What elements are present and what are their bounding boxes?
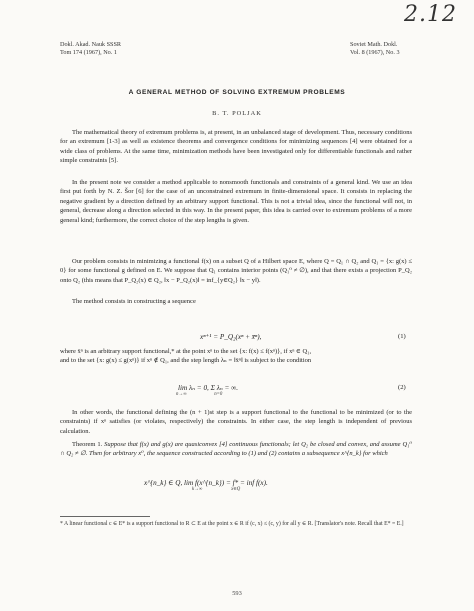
equation-2: lim λₙ = 0, Σ λₙ = ∞. <box>178 384 239 392</box>
paragraph-2: In the present note we consider a method applicable to nonsmooth functionals and constraints of a general kind. We use an idea first put forth by N. Z. Šor [6] for the case of an unconstrained extremum in finite-dimensional space. It consists in replacing the negative gradient by a direction defined by an arbitrary support functional. This is not a trivial idea, since the functional will not, in general, decrease along a direction selected in this way. In the present paper, this idea is carried over to extremum problems of a more general kind; furthermore, the correct choice of the step lengths is given. <box>60 179 412 224</box>
journal-header-left <box>60 41 121 57</box>
footnote: * A linear functional c ∈ E* is a support functional to R ⊂ E at the point x ∈ R if (c, x) ≤ (c, y) for all y ∈ R. [Translator's note. Recall that E* = E.] <box>60 521 404 527</box>
equation-2-subscripts: n→∞ n=0 <box>176 392 223 397</box>
after-eq1-line-2: and to the set {x: g(x) ≤ g(xⁿ)} if xⁿ ∉ Q₁, and the step length λₙ = ‖x̄ⁿ‖ is subject to the condition <box>60 357 312 365</box>
paragraph-5: In other words, the functional defining the (n + 1)st step is a support functional to the functional to be minimized (or to the constraints) if xⁿ satisfies (or violates, respectively) the constraints. In either case, the step length is independent of previous calculation. <box>60 409 412 435</box>
theorem-1 <box>60 440 412 459</box>
page-number: 593 <box>232 590 242 597</box>
intro-section <box>60 128 412 306</box>
paragraph-1: The mathematical theory of extremum problems is, at present, in an unbalanced stage of development. Thus, necessary conditions for an extremum [1-3] as well as existence theorems and convergence conditions for minimizing sequences [4] were obtained for a wide class of problems. At the same time, minimization methods have been investigated only for differentiable functionals and rather simple constraints [5]. <box>60 129 412 165</box>
handwritten-note: 2.12 <box>404 2 457 27</box>
journal-header-right <box>350 41 400 57</box>
after-eq1-line-1: where x̄ⁿ is an arbitrary support functional,* at the point xⁿ to the set {x: f(x) ≤ f(xⁿ)}, if xⁿ ∈ Q₁, <box>60 348 312 355</box>
header-left-line-1: Dokl. Akad. Nauk SSSR <box>60 41 122 48</box>
equation-1-number: (1) <box>398 333 406 340</box>
paper-author: B. T. POLJAK <box>212 110 262 117</box>
steps-paragraph <box>60 408 412 436</box>
paragraph-3: Our problem consists in minimizing a functional f(x) on a subset Q of a Hilbert space E, where Q = Q₁ ∩ Q₂ and Q₁ = {x: g(x) ≤ 0} for some functional g defined on E. We suppose that Q₁ contains interior points (Q₁⁰ ≠ ∅), and that there exists a projection P_Q₂ onto Q₂ (this means that P_Q₂(x) ∈ Q₂, ‖x − P_Q₂(x)‖ = inf_{y∈Q₂} ‖x − y‖). <box>60 258 412 284</box>
header-right-line-2: Vol. 8 (1967), No. 3 <box>350 49 400 56</box>
equation-3: x^{n_k} ∈ Q, lim f(x^{n_k}) = f* = inf f(x). <box>144 479 268 487</box>
theorem-text: Suppose that f(x) and g(x) are quasiconvex [4] continuous functionals; let Q₂ be closed and convex, and assume Q₁⁰ ∩ Q₂ ≠ ∅. Then for arbitrary x⁰, the sequence constructed according to (1) and (2) contains a subsequence x^{n_k} for which <box>60 441 412 458</box>
paper-title: A GENERAL METHOD OF SOLVING EXTREMUM PROBLEMS <box>128 89 346 96</box>
equation-3-subscripts: k→∞ x∈Q <box>192 487 241 492</box>
support-functional-text <box>60 347 412 366</box>
header-left-line-2: Tom 174 (1967), No. 1 <box>60 49 117 56</box>
equation-2-number: (2) <box>398 384 406 391</box>
header-right-line-1: Soviet Math. Dokl. <box>350 41 398 48</box>
equation-1: xⁿ⁺¹ = P_Q₂(xⁿ + x̄ⁿ), <box>200 333 262 341</box>
footnote-separator <box>60 516 150 517</box>
paragraph-4: The method consists in constructing a sequence <box>72 298 196 305</box>
theorem-label: Theorem 1. <box>72 441 103 448</box>
